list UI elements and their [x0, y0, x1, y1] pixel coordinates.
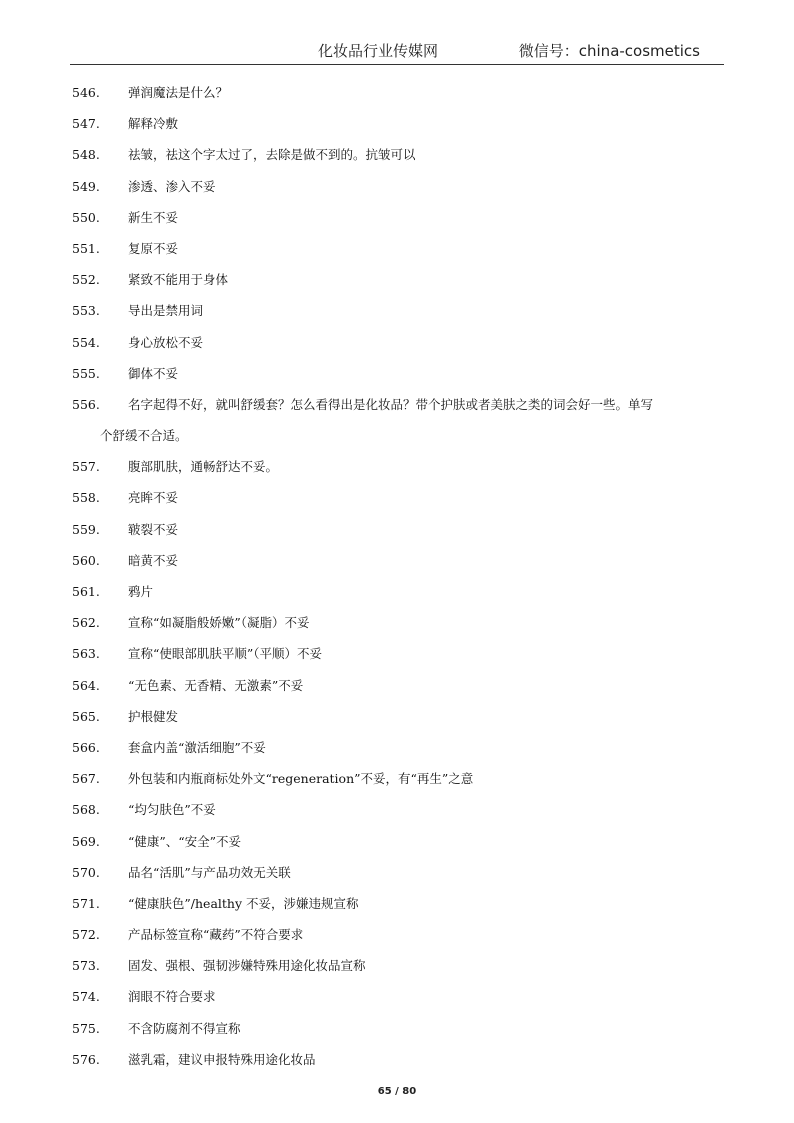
item-text: 暗黄不妥	[128, 552, 179, 568]
item-text: 产品标签宣称“藏药”不符合要求	[128, 927, 304, 943]
item-text: 腹部肌肤，通畅舒达不妥。	[128, 459, 279, 475]
item-text: 皲裂不妥	[128, 521, 179, 537]
list-item	[0, 171, 794, 202]
item-text: 祛皱，祛这个字太过了，去除是做不到的。抗皱可以	[128, 147, 416, 163]
list-item	[0, 919, 794, 950]
list-item	[0, 264, 794, 295]
item-number: 559.	[72, 521, 100, 537]
item-text: 外包装和内瓶商标处外文“regeneration”不妥，有“再生”之意	[128, 771, 474, 787]
item-text: 御体不妥	[128, 365, 179, 381]
item-number: 549.	[72, 178, 100, 194]
list-item	[0, 233, 794, 264]
item-number: 576.	[72, 1051, 100, 1067]
list-item	[0, 1013, 794, 1044]
header-title: 化妆品行业传媒网	[318, 42, 439, 60]
item-number: 553.	[72, 303, 100, 319]
item-number: 563.	[72, 646, 100, 662]
list-item	[0, 77, 794, 108]
item-list	[0, 77, 794, 1075]
item-text: “健康”、“安全”不妥	[128, 833, 242, 849]
item-text: 新生不妥	[128, 209, 179, 225]
item-text: “无色素、无香精、无激素”不妥	[128, 677, 304, 693]
item-text: 紧致不能用于身体	[128, 272, 229, 288]
list-item	[0, 451, 794, 482]
item-number: 556.	[72, 396, 100, 412]
item-number: 567.	[72, 771, 100, 787]
list-item	[0, 1044, 794, 1075]
item-number: 569.	[72, 833, 100, 849]
list-item	[0, 763, 794, 794]
list-item	[0, 545, 794, 576]
list-item	[0, 794, 794, 825]
header-wechat: 微信号：china-cosmetics	[518, 42, 700, 60]
item-text-line2: 个舒缓不合适。	[100, 428, 188, 444]
item-text: 复原不妥	[128, 240, 179, 256]
item-number: 565.	[72, 708, 100, 724]
list-item	[0, 514, 794, 545]
list-item	[0, 950, 794, 981]
item-text: 润眼不符合要求	[128, 989, 216, 1005]
item-number: 561.	[72, 584, 100, 600]
item-number: 554.	[72, 334, 100, 350]
list-item	[0, 327, 794, 358]
item-text: 解释冷敷	[128, 116, 179, 132]
list-item	[0, 888, 794, 919]
item-number: 570.	[72, 864, 100, 880]
item-text-line1: 名字起得不好，就叫舒缓套？怎么看得出是化妆品？带个护肤或者美肤之类的词会好一些。单写	[128, 396, 654, 412]
item-number: 568.	[72, 802, 100, 818]
item-number: 551.	[72, 240, 100, 256]
item-text: 鸦片	[128, 584, 154, 600]
item-number: 574.	[72, 989, 100, 1005]
list-item	[0, 607, 794, 638]
item-text: 不含防腐剂不得宣称	[128, 1020, 241, 1036]
list-item	[0, 295, 794, 326]
item-text: 品名“活肌”与产品功效无关联	[128, 864, 291, 880]
item-number: 552.	[72, 272, 100, 288]
item-number: 558.	[72, 490, 100, 506]
item-number: 557.	[72, 459, 100, 475]
list-item	[0, 108, 794, 139]
item-number: 550.	[72, 209, 100, 225]
item-number: 560.	[72, 552, 100, 568]
item-text: 弹润魔法是什么？	[128, 85, 229, 100]
list-item	[0, 482, 794, 513]
item-number: 548.	[72, 147, 100, 163]
item-text: “健康肤色”/healthy 不妥，涉嫌违规宣称	[128, 895, 359, 911]
item-text: 滋乳霜，建议申报特殊用途化妆品	[128, 1051, 316, 1067]
item-number: 546.	[72, 85, 100, 100]
item-text: 渗透、渗入不妥	[128, 178, 216, 194]
item-number: 575.	[72, 1020, 100, 1036]
item-number: 566.	[72, 739, 100, 755]
list-item	[0, 358, 794, 389]
list-item	[0, 701, 794, 732]
item-number: 572.	[72, 927, 100, 943]
item-number: 562.	[72, 615, 100, 631]
item-text: “均匀肤色”不妥	[128, 802, 216, 818]
item-number: 571.	[72, 895, 100, 911]
list-item	[0, 202, 794, 233]
list-item	[0, 981, 794, 1012]
list-item	[0, 732, 794, 763]
item-text: 固发、强根、强韧涉嫌特殊用途化妆品宣称	[128, 958, 366, 974]
list-item	[0, 670, 794, 701]
list-item	[0, 638, 794, 669]
item-text: 导出是禁用词	[128, 303, 204, 319]
item-text: 身心放松不妥	[128, 334, 204, 350]
list-item	[0, 857, 794, 888]
item-number: 555.	[72, 365, 100, 381]
item-text: 护根健发	[128, 708, 179, 724]
item-number: 547.	[72, 116, 100, 132]
item-text	[0, 389, 718, 451]
list-item	[0, 576, 794, 607]
item-text: 套盒内盖“激活细胞”不妥	[128, 739, 266, 755]
item-text: 宣称“如凝脂般娇嫩”（凝脂）不妥	[128, 615, 310, 631]
page-number: 65 / 80	[377, 1086, 417, 1097]
list-item	[0, 139, 794, 170]
item-text: 亮眸不妥	[128, 490, 179, 506]
item-number: 564.	[72, 677, 100, 693]
list-item	[0, 826, 794, 857]
list-item	[0, 389, 794, 451]
page-header	[70, 38, 724, 65]
item-number: 573.	[72, 958, 100, 974]
item-text: 宣称“使眼部肌肤平顺”（平顺）不妥	[128, 646, 323, 662]
